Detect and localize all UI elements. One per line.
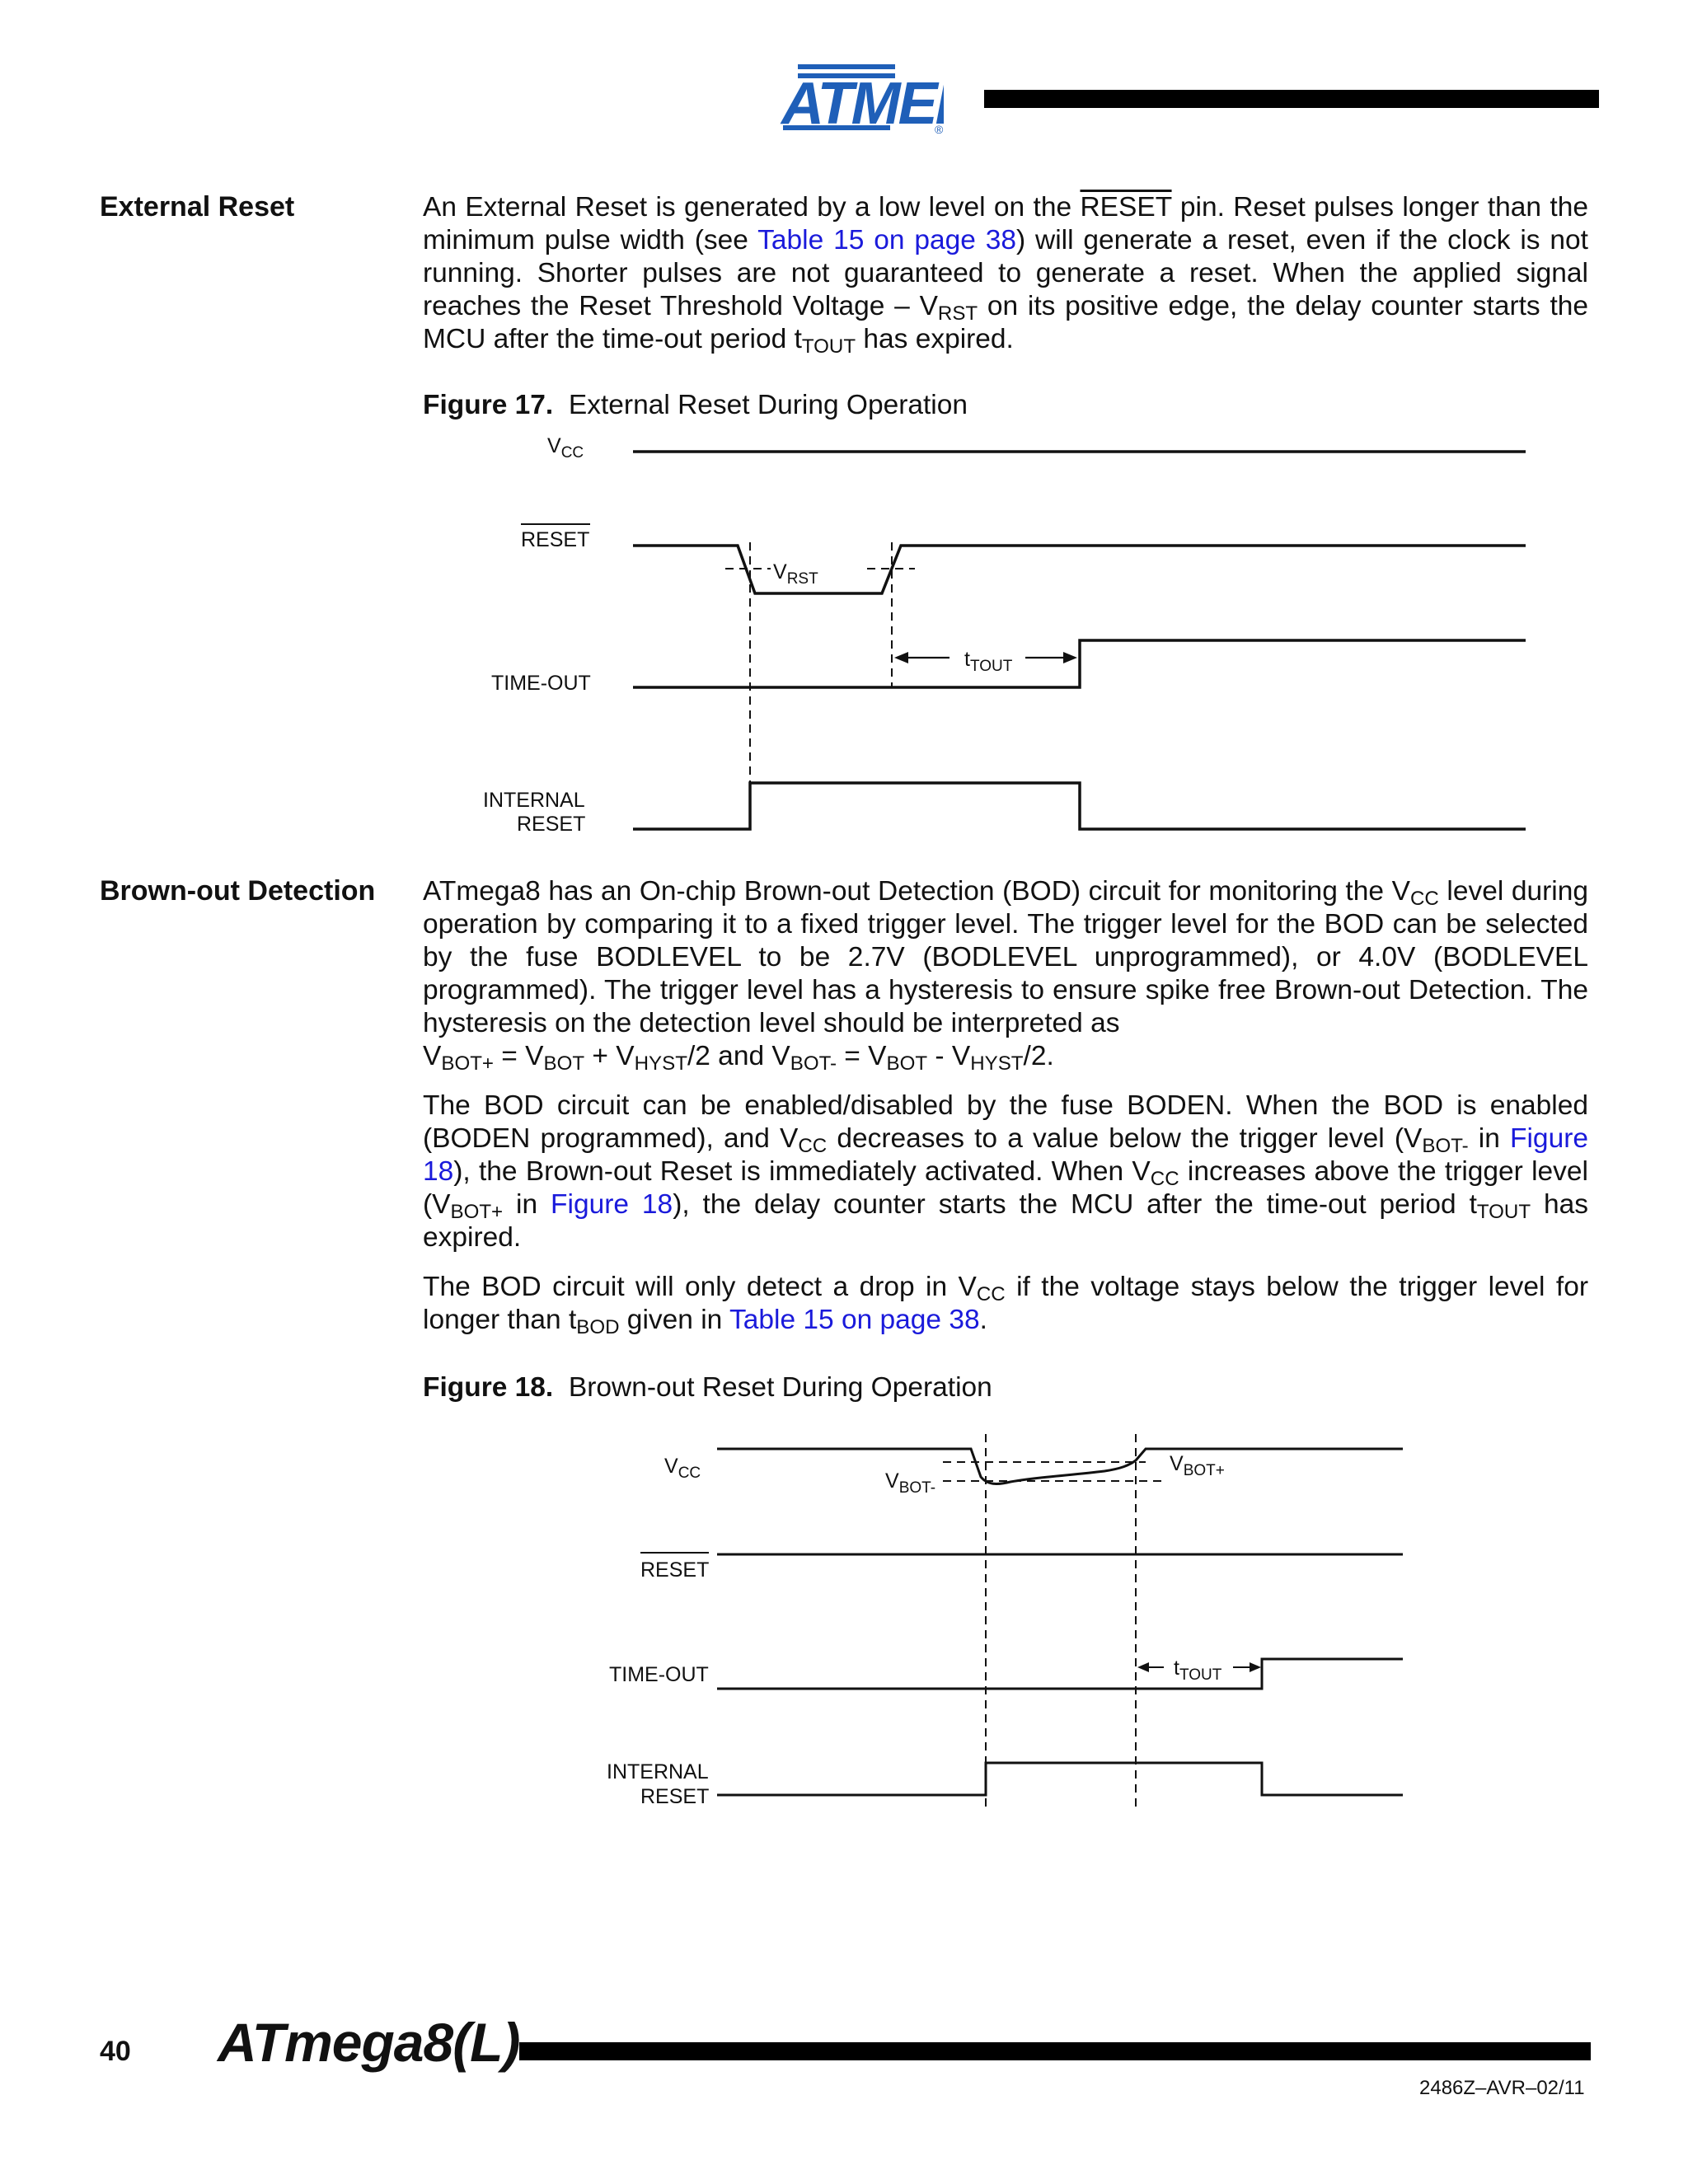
svg-text:®: ® xyxy=(935,123,944,136)
document-code: 2486Z–AVR–02/11 xyxy=(1419,2077,1585,2099)
fig18-timeout-waveform xyxy=(717,1659,1403,1689)
brownout-paragraph-3: The BOD circuit will only detect a drop in $V_{CC}$ if the voltage stays below the trigger level for longer than $t_{BOD}$ given in Table 15 on page 38. xyxy=(423,1272,1588,1339)
fig17-internal-label: INTERNAL xyxy=(483,789,585,812)
fig17-internal-reset-label: RESET xyxy=(517,813,586,836)
link-figure-18-a[interactable]: Figure 18 xyxy=(423,1123,1588,1187)
fig18-vbot-minus-label: $V_{BOT-}$ xyxy=(885,1469,936,1497)
figure-17-timing-diagram xyxy=(0,0,1688,874)
fig18-internal-reset-waveform xyxy=(717,1763,1403,1795)
page-number: 40 xyxy=(100,2036,131,2067)
fig18-vcc-waveform xyxy=(717,1449,1403,1483)
figure-18-timing-diagram xyxy=(0,1401,1688,1830)
link-figure-18-b[interactable]: Figure 18 xyxy=(551,1189,673,1220)
fig18-vbot-plus-label: $V_{BOT+}$ xyxy=(1170,1452,1225,1479)
external-reset-paragraph: An External Reset is generated by a low level on the RESET pin. Reset pulses longer than the minimum pulse width (see Table 15 on page 38) will generate a reset, even if the clock is not running. Shorter pulses are not guaranteed to generate a reset. When the applied signal reaches the Reset Threshold Voltage – $V_{RST}$ on its positive edge, the delay counter starts the MCU after the time-out period $t_{TOUT}$ has expired. xyxy=(423,192,1589,359)
fig18-timeout-label: TIME-OUT xyxy=(609,1663,709,1686)
fig18-internal-label: INTERNAL xyxy=(607,1760,709,1783)
fig17-reset-waveform xyxy=(633,546,1526,593)
link-table-15[interactable]: Table 15 on page 38 xyxy=(757,225,1016,255)
section-heading-brownout-detection: Brown-out Detection xyxy=(100,875,376,907)
link-table-15-b[interactable]: Table 15 on page 38 xyxy=(729,1305,980,1335)
brownout-hysteresis-equation: $V_{BOT+} = V_{BOT} + V_{HYST}/2$ and $V_{BOT-} = V_{BOT} - V_{HYST}/2$. xyxy=(423,1041,1054,1076)
fig17-vrst-label: $V_{RST}$ xyxy=(773,560,818,588)
fig17-timeout-waveform xyxy=(633,640,1526,687)
figure-18-caption: Figure 18. Brown-out Reset During Operation xyxy=(423,1372,992,1403)
fig18-vcc-label: $V_{CC}$ xyxy=(664,1455,701,1482)
fig17-timeout-label: TIME-OUT xyxy=(491,672,591,695)
section-heading-external-reset: External Reset xyxy=(100,191,295,223)
fig17-vcc-label: $V_{CC}$ xyxy=(547,434,584,462)
fig18-internal-reset-label: RESET xyxy=(640,1785,710,1808)
svg-text:ATMEL: ATME xyxy=(781,71,935,137)
fig17-reset-label: RESET xyxy=(521,528,590,551)
fig17-ttout-label: $t_{TOUT}$ xyxy=(964,648,1013,675)
brownout-paragraph-2: The BOD circuit can be enabled/disabled by the fuse BODEN. When the BOD is enabled (BODEN programmed), and $V_{CC}$ decreases to a value below the trigger level ($V_{BOT-}$ in Figure 18), the Brown-out Reset is immediately activated. When $V_{CC}$ increases above the trigger level ($V_{BOT+}$ in Figure 18), the delay counter starts the MCU after the time-out period $t_{TOUT}$ has expired. xyxy=(423,1090,1589,1253)
footer-rule xyxy=(519,2042,1591,2060)
figure-17-caption: Figure 17. External Reset During Operation xyxy=(423,390,968,420)
footer-title: ATmega8(L) xyxy=(218,2012,520,2073)
brownout-paragraph-1: ATmega8 has an On-chip Brown-out Detection (BOD) circuit for monitoring the $V_{CC}$ level during operation by comparing it to a fixed trigger level. The trigger level for the BOD can be selected by the fuse BODLEVEL to be 2.7V (BODLEVEL unprogrammed), or 4.0V (BODLEVEL programmed). The trigger level has a hysteresis to ensure spike free Brown-out Detection. The hysteresis on the detection level should be interpreted as $V_{BOT+} = V_{BOT} + V_{HYST}/2$ and $V_{BOT-} = V_{BOT} - V_{HYST}/2$. xyxy=(423,876,1589,1076)
fig18-ttout-label: $t_{TOUT}$ xyxy=(1174,1657,1222,1684)
fig17-internal-reset-waveform xyxy=(633,783,1526,829)
fig18-reset-label: RESET xyxy=(640,1558,710,1582)
